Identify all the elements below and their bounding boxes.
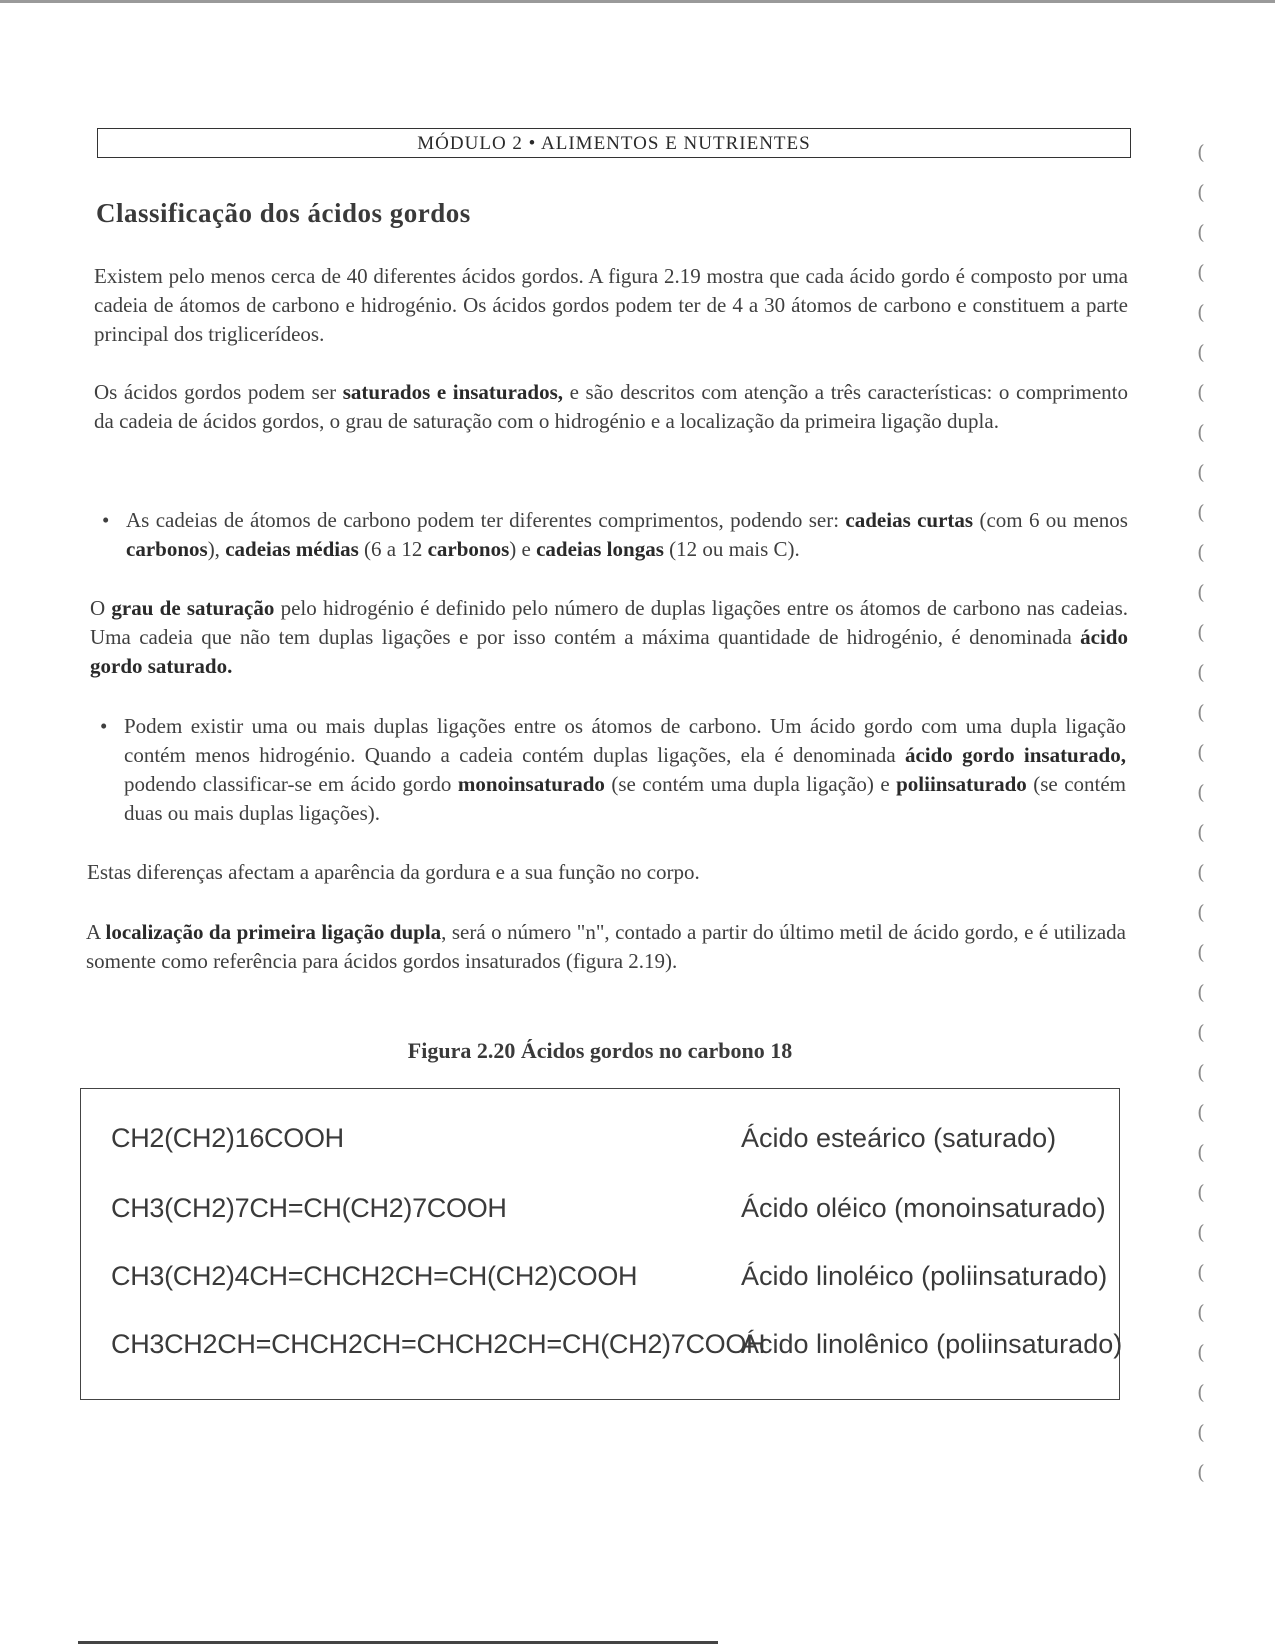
margin-mark: ( [1197, 700, 1205, 724]
table-row [111, 1123, 1111, 1163]
bullet-dot: • [102, 508, 110, 532]
margin-mark: ( [1197, 260, 1205, 284]
acid-name-cell: Ácido linoléico (poliinsaturado) [741, 1261, 1108, 1291]
scan-edge-top [0, 0, 1275, 3]
table-row [111, 1329, 1123, 1369]
acid-name-cell: Ácido oléico (monoinsaturado) [741, 1193, 1106, 1223]
text-run: (12 ou mais C). [663, 537, 800, 561]
bold-term: grau de saturação [111, 596, 275, 620]
margin-mark: ( [1197, 1220, 1205, 1244]
bold-term: carbonos [126, 537, 208, 561]
module-title: MÓDULO 2 • ALIMENTOS E NUTRIENTES [417, 133, 811, 154]
bold-term: cadeias longas [536, 537, 664, 561]
margin-mark: ( [1197, 140, 1205, 164]
margin-mark: ( [1197, 340, 1205, 364]
margin-mark: ( [1197, 1100, 1205, 1124]
text-run: O [90, 596, 112, 620]
bold-term: poliinsaturado [896, 772, 1027, 796]
margin-mark: ( [1197, 380, 1205, 404]
section-title: Classificação dos ácidos gordos [96, 198, 471, 228]
text-run: , será o número "n", contado a partir do último metil de ácido gordo, e é utilizada somente como referência para ácidos gordos insaturados (figura 2.19). [86, 920, 1126, 973]
formula-cell: CH2(CH2)16COOH [111, 1123, 344, 1153]
acid-name-cell: Ácido esteárico (saturado) [741, 1123, 1057, 1153]
margin-mark: ( [1197, 420, 1205, 444]
margin-mark: ( [1197, 1180, 1205, 1204]
paragraph-double-bond-location [86, 918, 1126, 976]
margin-mark: ( [1197, 1060, 1205, 1084]
bold-term: monoinsaturado [457, 772, 605, 796]
bold-term: cadeias médias [225, 537, 359, 561]
module-header-box [97, 128, 1131, 158]
table-row [111, 1193, 1111, 1233]
bold-term: carbonos [427, 537, 510, 561]
text-run: (com 6 ou menos [973, 508, 1128, 532]
paragraph-intro [94, 262, 1128, 349]
bullet-dot: • [100, 714, 108, 738]
margin-mark: ( [1197, 1380, 1205, 1404]
text-run: (se contém uma dupla ligação) e [604, 772, 897, 796]
fatty-acid-table [80, 1088, 1123, 1400]
margin-mark: ( [1197, 980, 1205, 1004]
text-run: ) e [509, 537, 537, 561]
margin-mark: ( [1197, 460, 1205, 484]
text-run: ), [207, 537, 226, 561]
bold-term: localização da primeira ligação dupla [105, 920, 442, 944]
margin-mark: ( [1197, 500, 1205, 524]
margin-mark: ( [1197, 940, 1205, 964]
text-run: podendo classificar-se em ácido gordo [124, 772, 458, 796]
margin-mark: ( [1197, 1340, 1205, 1364]
figure-caption: Figura 2.20 Ácidos gordos no carbono 18 [407, 1038, 793, 1063]
margin-mark: ( [1197, 540, 1205, 564]
margin-mark: ( [1197, 660, 1205, 684]
text-run: (se contém duas ou mais duplas ligações). [124, 772, 1127, 825]
margin-mark: ( [1197, 860, 1205, 884]
margin-mark: ( [1197, 300, 1205, 324]
bold-term: saturados e insaturados, [342, 380, 564, 404]
paragraph-intro-text: Existem pelo menos cerca de 40 diferentes ácidos gordos. A figura 2.19 mostra que cada ácido gordo é composto por uma cadeia de átomos de carbono e hidrogénio. Os ácidos gordos podem ter de 4 a 30 átomos de carbono e constituem a parte principal dos triglicerídeos. [94, 264, 1128, 346]
bullet-double-bonds [100, 712, 1127, 828]
bold-term: ácido gordo insaturado, [904, 743, 1126, 767]
scan-edge-bottom [78, 1641, 718, 1644]
text-run: e são descritos com atenção a três características: o comprimento da cadeia de ácidos gordos, o grau de saturação com o hidrogénio e a localização da primeira ligação dupla. [94, 380, 1128, 433]
formula-cell: CH3(CH2)4CH=CHCH2CH=CH(CH2)COOH [111, 1261, 638, 1291]
bold-term: ácido gordo saturado. [90, 625, 1128, 678]
paragraph-saturation-types [94, 378, 1128, 436]
margin-mark: ( [1197, 900, 1205, 924]
margin-mark: ( [1197, 580, 1205, 604]
text-run: (6 a 12 [358, 537, 428, 561]
margin-mark: ( [1197, 1420, 1205, 1444]
margin-mark: ( [1197, 820, 1205, 844]
formula-cell: CH3(CH2)7CH=CH(CH2)7COOH [111, 1193, 507, 1223]
text-run: Os ácidos gordos podem ser [94, 380, 343, 404]
margin-mark: ( [1197, 620, 1205, 644]
text-run: pelo hidrogénio é definido pelo número de duplas ligações entre os átomos de carbono nas cadeias. Uma cadeia que não tem duplas ligações e por isso contém a máxima quantidade de hidrogénio, é denominada [90, 596, 1128, 649]
margin-mark: ( [1197, 180, 1205, 204]
margin-mark: ( [1197, 1020, 1205, 1044]
margin-mark: ( [1197, 1460, 1205, 1484]
bold-term: cadeias curtas [845, 508, 974, 532]
margin-mark: ( [1197, 220, 1205, 244]
margin-mark: ( [1197, 1300, 1205, 1324]
text-run: Estas diferenças afectam a aparência da gordura e a sua função no corpo. [87, 860, 700, 884]
text-run: A [86, 920, 106, 944]
table-row [111, 1261, 1111, 1301]
margin-mark: ( [1197, 1260, 1205, 1284]
margin-mark: ( [1197, 1140, 1205, 1164]
margin-mark: ( [1197, 780, 1205, 804]
margin-mark: ( [1197, 740, 1205, 764]
text-run: As cadeias de átomos de carbono podem ter diferentes comprimentos, podendo ser: [126, 508, 846, 532]
paragraph-differences [87, 858, 1127, 887]
acid-name-cell: Ácido linolênico (poliinsaturado) [741, 1329, 1123, 1359]
paragraph-saturation-degree [90, 594, 1128, 681]
formula-cell: CH3CH2CH=CHCH2CH=CHCH2CH=CH(CH2)7COOH [111, 1329, 766, 1359]
bullet-chain-length [102, 506, 1128, 564]
text-run: Podem existir uma ou mais duplas ligações entre os átomos de carbono. Um ácido gordo com uma dupla ligação contém menos hidrogénio. Quando a cadeia contém duplas ligações, ela é denominada [124, 714, 1126, 767]
